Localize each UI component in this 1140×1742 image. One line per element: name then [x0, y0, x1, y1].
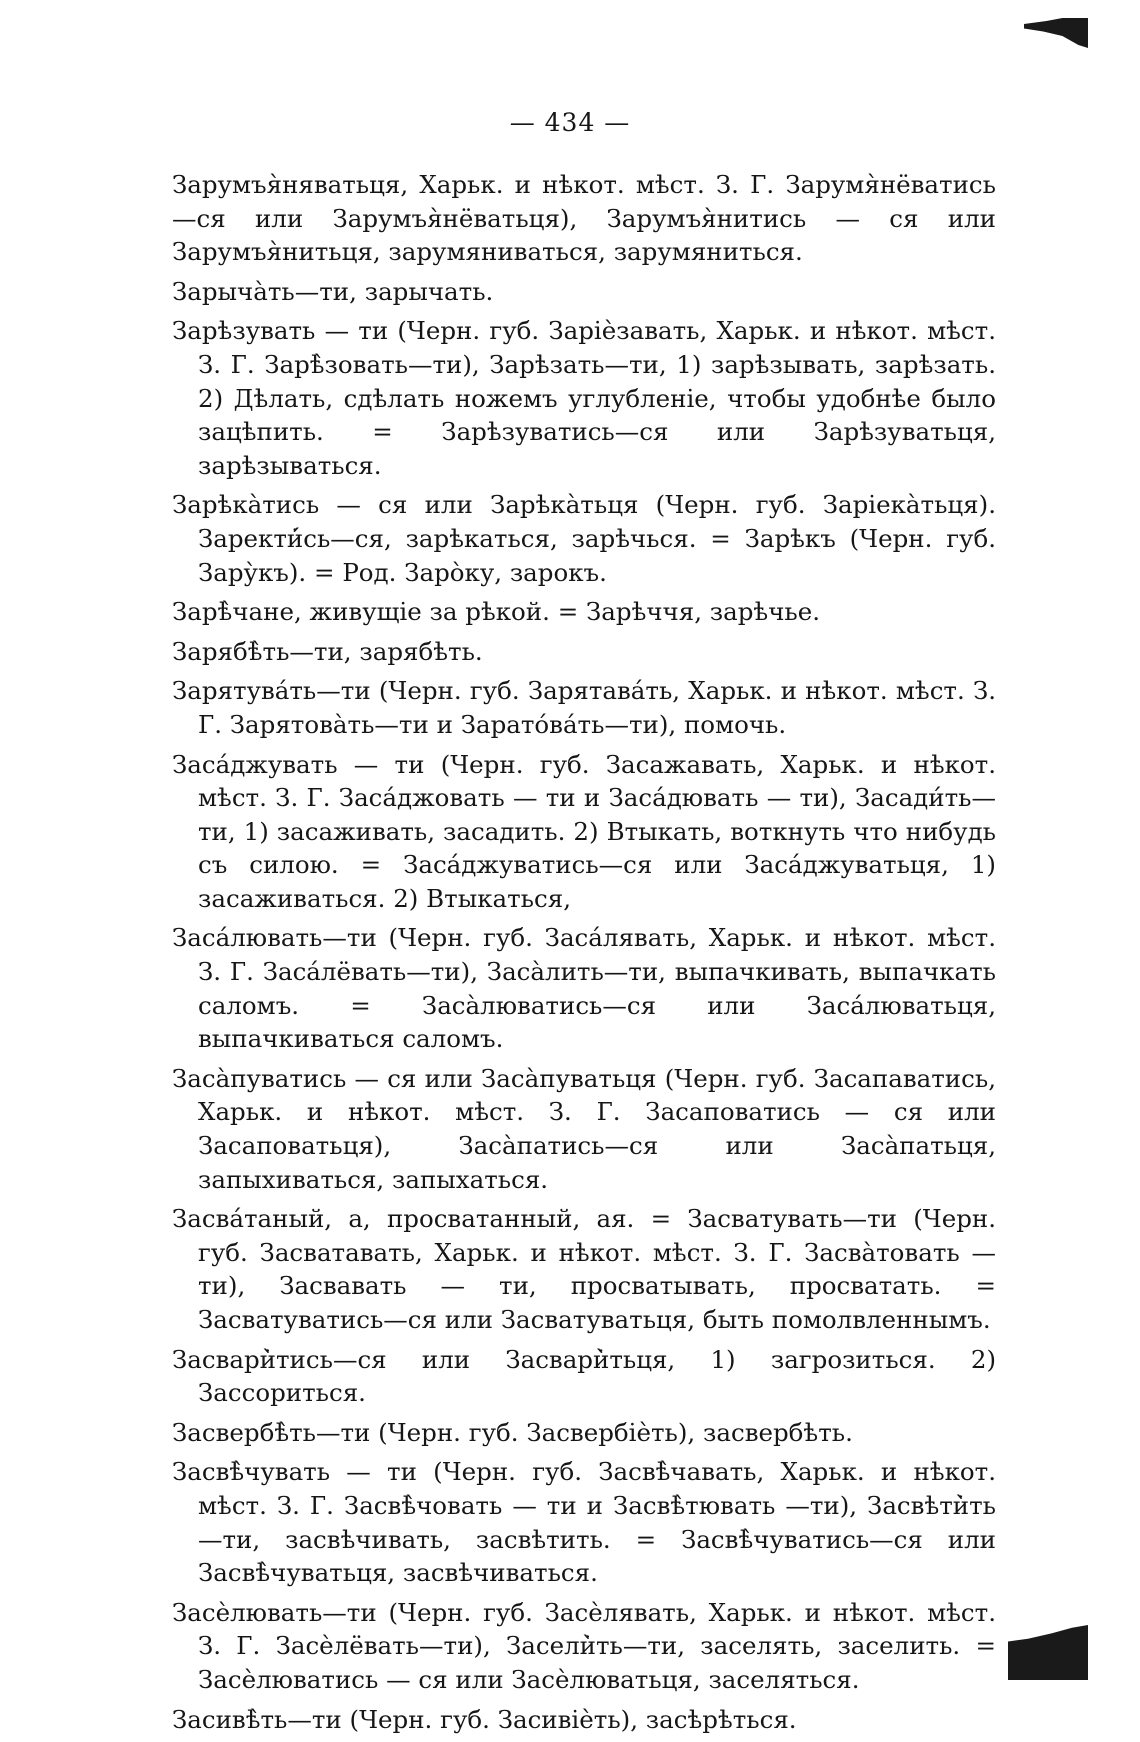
dictionary-entry: Зарыча̀ть—ти, зарычать. [172, 276, 494, 306]
dictionary-entry: Засвари̇̀тись—ся или Засвари̇̀тьця, 1) загрозиться. 2) Зассориться. [172, 1344, 996, 1408]
scan-edge-mark [1008, 1625, 1088, 1680]
dictionary-entry: Зарябѣ̀ть—ти, зарябѣть. [172, 636, 483, 666]
dictionary-entry: Засѐлювать—ти (Черн. губ. Засѐлявать, Харьк. и нѣкот. мѣст. З. Г. Засѐлёвать—ти), Засели̇̀ть—ти, заселять, заселить. = Засѐлюватись — ся или Засѐлюватьця, заселяться. [172, 1597, 996, 1694]
dictionary-entries [172, 168, 996, 1742]
dictionary-entry: Зарумъя̀няватьця, Харьк. и нѣкот. мѣст. З. Г. Зарумя̀нёватись—ся или Зарумъя̀нёватьця), Зарумъя̀нитись — ся или Зарумъя̀нитьця, зарумяниваться, зарумяниться. [172, 170, 996, 267]
dictionary-entry: Зарѣ̀чане, живущіе за рѣкой. = Зарѣччя, зарѣчье. [172, 597, 821, 627]
dictionary-entry: Заса́джувать — ти (Черн. губ. Засажавать, Харьк. и нѣкот. мѣст. З. Г. Заса́джовать — ти и Заса́дювать — ти), Засади́ть—ти, 1) засаживать, засадить. 2) Втыкать, воткнуть что нибудь съ силою. = Заса́джуватись—ся или Заса́джуватьця, 1) засаживаться. 2) Втыкаться, [172, 749, 996, 913]
dictionary-entry: Засивѣ̀ть—ти (Черн. губ. Засивіѐть), засѣрѣться. [172, 1704, 797, 1734]
page-number: — 434 — [509, 108, 631, 137]
dictionary-entry: Заса́лювать—ти (Черн. губ. Заса́лявать, Харьк. и нѣкот. мѣст. З. Г. Заса́лёвать—ти), Заса̀лить—ти, выпачкивать, выпачкать саломъ. = Заса̀люватись—ся или Заса́люватьця, выпачкиваться саломъ. [172, 923, 996, 1054]
dictionary-entry: Засвербѣ̀ть—ти (Черн. губ. Засвербіѐть), засвербѣть. [172, 1417, 853, 1447]
dictionary-entry: Зарятува́ть—ти (Черн. губ. Зарятава́ть, Харьк. и нѣкот. мѣст. З. Г. Зарятова̀ть—ти и Зарато́ва́ть—ти), помочь. [172, 676, 996, 739]
dictionary-entry: Зарѣзувать — ти (Черн. губ. Заріѐзавать, Харьк. и нѣкот. мѣст. З. Г. Зарѣ̀зовать—ти), Зарѣзать—ти, 1) зарѣзывать, зарѣзать. 2) Дѣлать, сдѣлать ножемъ углубленіе, чтобы удобнѣе было зацѣпить. = Зарѣзуватись—ся или Зарѣзуватьця, зарѣзываться. [172, 316, 996, 480]
dictionary-entry: Засвѣ̀чувать — ти (Черн. губ. Засвѣ̀чавать, Харьк. и нѣкот. мѣст. З. Г. Засвѣ̀човать — ти и Засвѣ̀тювать —ти), Засвѣти̇̀ть—ти, засвѣчивать, засвѣтить. = Засвѣ̀чуватись—ся или Засвѣ̀чуватьця, засвѣчиваться. [172, 1457, 996, 1588]
dictionary-entry: Зарѣка̀тись — ся или Зарѣка̀тьця (Черн. губ. Заріека̀тьця). Заректи̇́сь—ся, зарѣкаться, зарѣчься. = Зарѣкъ (Черн. губ. Зару̀къ). = Род. Зарὸку, зарокъ. [172, 490, 996, 587]
scan-edge-mark [1024, 18, 1088, 48]
dictionary-entry: Заса̀пуватись — ся или Заса̀пуватьця (Черн. губ. Засапаватись, Харьк. и нѣкот. мѣст. З. Г. Засаповатись — ся или Засаповатьця), Заса̀патись—ся или Заса̀патьця, запыхиваться, запыхаться. [172, 1063, 996, 1194]
dictionary-entry: Засва́таный, а, просватанный, ая. = Засватувать—ти (Черн. губ. Засватавать, Харьк. и нѣкот. мѣст. З. Г. Засва̀товать —ти), Засвавать — ти, просватывать, просватать. = Засватуватись—ся или Засватуватьця, быть помолвленнымъ. [172, 1204, 996, 1334]
